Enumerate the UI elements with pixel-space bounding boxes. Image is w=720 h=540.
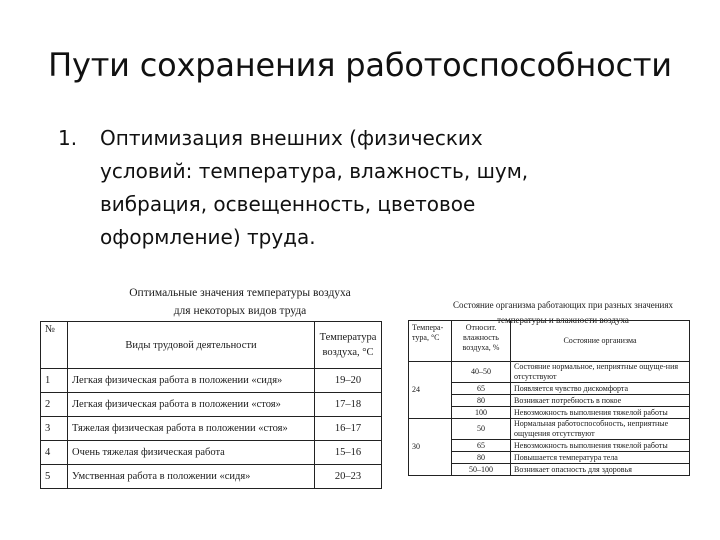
left-table-caption-line1: Оптимальные значения температуры воздуха (129, 287, 351, 299)
row-humidity: 40–50 (452, 362, 511, 383)
right-table-caption-line1: Состояние организма работающих при разных значениях (452, 300, 674, 310)
right-table-caption-line2: температуры и влажности воздуха (497, 315, 629, 325)
table-row (41, 441, 382, 465)
temperature-table (40, 321, 382, 489)
table-row (41, 369, 382, 393)
row-humidity: 65 (452, 383, 511, 395)
row-temperature: 19–20 (315, 369, 382, 393)
slide-title: Пути сохранения работоспособности (48, 46, 672, 84)
row-state: Возникает потребность в покое (511, 395, 690, 407)
table-row (409, 383, 690, 395)
row-temperature: 17–18 (315, 393, 382, 417)
row-state: Невозможность выполнения тяжелой работы (511, 440, 690, 452)
row-humidity: 80 (452, 395, 511, 407)
row-number: 1 (41, 369, 68, 393)
row-number: 5 (41, 465, 68, 489)
point-number: 1. (58, 126, 78, 150)
table-header-row (41, 322, 382, 369)
group-temperature: 30 (409, 419, 452, 476)
header-humidity: Относит. влажность воздуха, % (452, 321, 511, 362)
row-temperature: 16–17 (315, 417, 382, 441)
row-state: Возникает опасность для здоровья (511, 464, 690, 476)
header-body-state: Состояние организма (511, 321, 690, 362)
row-activity: Легкая физическая работа в положении «сидя» (68, 369, 315, 393)
table-row (409, 395, 690, 407)
row-humidity: 100 (452, 407, 511, 419)
row-number: 3 (41, 417, 68, 441)
header-temperature: Температура воздуха, °С (315, 322, 382, 369)
row-humidity: 65 (452, 440, 511, 452)
row-activity: Умственная работа в положении «сидя» (68, 465, 315, 489)
header-number: № (41, 322, 68, 369)
table-row (41, 393, 382, 417)
table-row (409, 362, 690, 383)
row-number: 4 (41, 441, 68, 465)
table-row (41, 417, 382, 441)
row-temperature: 15–16 (315, 441, 382, 465)
row-state: Повышается температура тела (511, 452, 690, 464)
header-temperature: Темпера-тура, °С (409, 321, 452, 362)
row-activity: Тяжелая физическая работа в положении «стоя» (68, 417, 315, 441)
table-row (409, 452, 690, 464)
left-table-caption-line2: для некоторых видов труда (173, 305, 307, 317)
row-state: Появляется чувство дискомфорта (511, 383, 690, 395)
row-activity: Легкая физическая работа в положении «стоя» (68, 393, 315, 417)
row-state: Нормальная работоспособность, неприятные ощущения отсутствуют (511, 419, 690, 440)
table-header-row (409, 321, 690, 362)
table-row (409, 419, 690, 440)
table-row (409, 407, 690, 419)
row-humidity: 80 (452, 452, 511, 464)
table-row (409, 464, 690, 476)
point-text: Оптимизация внешних (физических условий: температура, влажность, шум, вибрация, освещенность, цветовое оформление) труда. (100, 126, 529, 249)
humidity-table (408, 320, 690, 476)
row-state: Состояние нормальное, неприятные ощуще-ния отсутствуют (511, 362, 690, 383)
row-number: 2 (41, 393, 68, 417)
row-temperature: 20–23 (315, 465, 382, 489)
group-temperature: 24 (409, 362, 452, 419)
row-humidity: 50–100 (452, 464, 511, 476)
header-activity: Виды трудовой деятельности (68, 322, 315, 369)
row-state: Невозможность выполнения тяжелой работы (511, 407, 690, 419)
row-humidity: 50 (452, 419, 511, 440)
table-row (409, 440, 690, 452)
left-table-caption (95, 284, 385, 320)
row-activity: Очень тяжелая физическая работа (68, 441, 315, 465)
table-row (41, 465, 382, 489)
